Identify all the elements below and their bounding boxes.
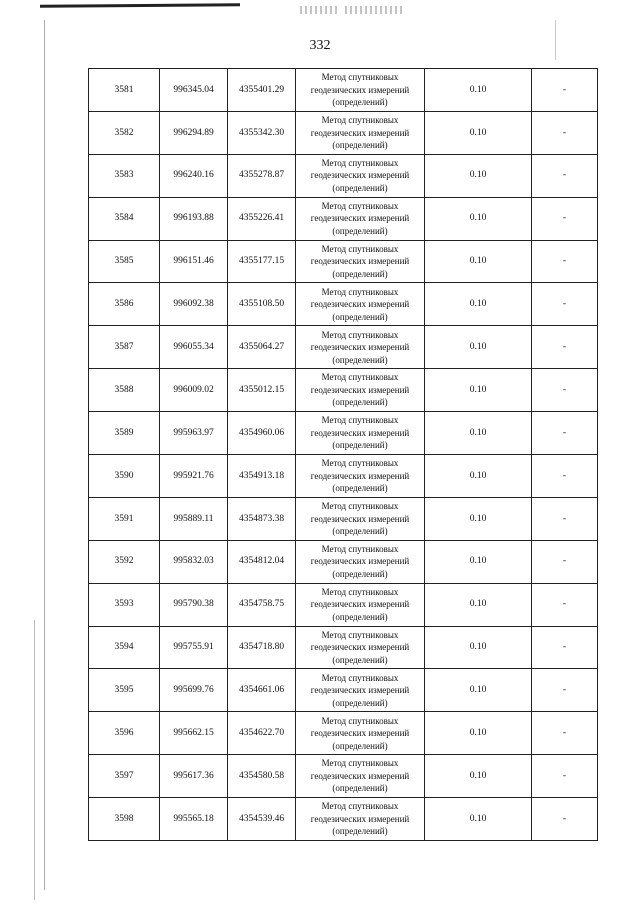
x-coordinate-cell: 996055.34 bbox=[160, 326, 228, 369]
point-number-cell: 3582 bbox=[89, 111, 160, 154]
coordinates-table-body bbox=[89, 69, 598, 841]
method-line: (определений) bbox=[332, 397, 388, 408]
method-cell bbox=[296, 669, 425, 712]
method-line: геодезических измерений bbox=[310, 84, 410, 95]
point-number-cell: 3592 bbox=[89, 540, 160, 583]
point-number-cell: 3588 bbox=[89, 369, 160, 412]
method-line: Метод спутниковых bbox=[321, 72, 399, 83]
table-row bbox=[89, 369, 598, 412]
point-number-cell: 3595 bbox=[89, 669, 160, 712]
point-number-cell: 3581 bbox=[89, 69, 160, 112]
x-coordinate-cell: 996240.16 bbox=[160, 154, 228, 197]
accuracy-cell: 0.10 bbox=[425, 712, 532, 755]
method-line: (определений) bbox=[332, 740, 388, 751]
table-row bbox=[89, 798, 598, 841]
note-cell: - bbox=[532, 154, 598, 197]
y-coordinate-cell: 4355012.15 bbox=[228, 369, 296, 412]
method-cell bbox=[296, 412, 425, 455]
y-coordinate-cell: 4354622.70 bbox=[228, 712, 296, 755]
accuracy-cell: 0.10 bbox=[425, 669, 532, 712]
accuracy-cell: 0.10 bbox=[425, 798, 532, 841]
point-number-cell: 3596 bbox=[89, 712, 160, 755]
y-coordinate-cell: 4355177.15 bbox=[228, 240, 296, 283]
accuracy-cell: 0.10 bbox=[425, 283, 532, 326]
table-row bbox=[89, 455, 598, 498]
method-line: Метод спутниковых bbox=[321, 501, 399, 512]
method-line: геодезических измерений bbox=[310, 342, 410, 353]
note-cell: - bbox=[532, 497, 598, 540]
scan-artifact-noise bbox=[345, 6, 405, 14]
method-cell bbox=[296, 626, 425, 669]
y-coordinate-cell: 4354873.38 bbox=[228, 497, 296, 540]
method-line: Метод спутниковых bbox=[321, 415, 399, 426]
method-line: геодезических измерений bbox=[310, 770, 410, 781]
accuracy-cell: 0.10 bbox=[425, 154, 532, 197]
note-cell: - bbox=[532, 412, 598, 455]
method-line: Метод спутниковых bbox=[321, 586, 399, 597]
method-cell bbox=[296, 154, 425, 197]
accuracy-cell: 0.10 bbox=[425, 540, 532, 583]
note-cell: - bbox=[532, 111, 598, 154]
accuracy-cell: 0.10 bbox=[425, 583, 532, 626]
table-row bbox=[89, 111, 598, 154]
scan-artifact-top-line bbox=[40, 3, 240, 7]
note-cell: - bbox=[532, 240, 598, 283]
table-row bbox=[89, 69, 598, 112]
table-row bbox=[89, 154, 598, 197]
method-line: Метод спутниковых bbox=[321, 458, 399, 469]
table-row bbox=[89, 412, 598, 455]
note-cell: - bbox=[532, 69, 598, 112]
method-line: (определений) bbox=[332, 611, 388, 622]
method-cell bbox=[296, 540, 425, 583]
method-line: (определений) bbox=[332, 311, 388, 322]
accuracy-cell: 0.10 bbox=[425, 111, 532, 154]
point-number-cell: 3587 bbox=[89, 326, 160, 369]
y-coordinate-cell: 4354661.06 bbox=[228, 669, 296, 712]
method-cell bbox=[296, 455, 425, 498]
method-line: Метод спутниковых bbox=[321, 157, 399, 168]
method-line: Метод спутниковых bbox=[321, 543, 399, 554]
method-cell bbox=[296, 755, 425, 798]
method-cell bbox=[296, 283, 425, 326]
method-line: геодезических измерений bbox=[310, 556, 410, 567]
table-row bbox=[89, 626, 598, 669]
method-cell bbox=[296, 712, 425, 755]
method-cell bbox=[296, 583, 425, 626]
x-coordinate-cell: 996151.46 bbox=[160, 240, 228, 283]
x-coordinate-cell: 996009.02 bbox=[160, 369, 228, 412]
method-line: геодезических измерений bbox=[310, 256, 410, 267]
point-number-cell: 3585 bbox=[89, 240, 160, 283]
point-number-cell: 3594 bbox=[89, 626, 160, 669]
method-line: Метод спутниковых bbox=[321, 286, 399, 297]
table-row bbox=[89, 583, 598, 626]
method-line: Метод спутниковых bbox=[321, 758, 399, 769]
method-line: Метод спутниковых bbox=[321, 801, 399, 812]
scan-artifact-noise bbox=[300, 6, 340, 14]
table-row bbox=[89, 755, 598, 798]
method-line: геодезических измерений bbox=[310, 813, 410, 824]
table-row bbox=[89, 712, 598, 755]
coordinates-table bbox=[88, 68, 598, 841]
method-line: Метод спутниковых bbox=[321, 200, 399, 211]
method-line: (определений) bbox=[332, 268, 388, 279]
x-coordinate-cell: 995565.18 bbox=[160, 798, 228, 841]
method-cell bbox=[296, 798, 425, 841]
accuracy-cell: 0.10 bbox=[425, 197, 532, 240]
x-coordinate-cell: 996294.89 bbox=[160, 111, 228, 154]
method-line: (определений) bbox=[332, 826, 388, 837]
point-number-cell: 3591 bbox=[89, 497, 160, 540]
method-line: (определений) bbox=[332, 354, 388, 365]
method-cell bbox=[296, 326, 425, 369]
note-cell: - bbox=[532, 283, 598, 326]
table-row bbox=[89, 540, 598, 583]
accuracy-cell: 0.10 bbox=[425, 369, 532, 412]
method-cell bbox=[296, 69, 425, 112]
scan-artifact-left-edge bbox=[34, 620, 35, 900]
point-number-cell: 3593 bbox=[89, 583, 160, 626]
method-line: Метод спутниковых bbox=[321, 672, 399, 683]
accuracy-cell: 0.10 bbox=[425, 497, 532, 540]
note-cell: - bbox=[532, 326, 598, 369]
method-line: геодезических измерений bbox=[310, 728, 410, 739]
table-row bbox=[89, 497, 598, 540]
x-coordinate-cell: 995790.38 bbox=[160, 583, 228, 626]
page-number: 332 bbox=[309, 38, 331, 53]
accuracy-cell: 0.10 bbox=[425, 69, 532, 112]
accuracy-cell: 0.10 bbox=[425, 326, 532, 369]
note-cell: - bbox=[532, 197, 598, 240]
method-line: геодезических измерений bbox=[310, 470, 410, 481]
method-line: (определений) bbox=[332, 568, 388, 579]
x-coordinate-cell: 995755.91 bbox=[160, 626, 228, 669]
x-coordinate-cell: 995889.11 bbox=[160, 497, 228, 540]
table-row bbox=[89, 197, 598, 240]
method-cell bbox=[296, 369, 425, 412]
table-row bbox=[89, 326, 598, 369]
point-number-cell: 3590 bbox=[89, 455, 160, 498]
y-coordinate-cell: 4354913.18 bbox=[228, 455, 296, 498]
method-line: (определений) bbox=[332, 440, 388, 451]
x-coordinate-cell: 995699.76 bbox=[160, 669, 228, 712]
y-coordinate-cell: 4355278.87 bbox=[228, 154, 296, 197]
y-coordinate-cell: 4354960.06 bbox=[228, 412, 296, 455]
x-coordinate-cell: 996193.88 bbox=[160, 197, 228, 240]
note-cell: - bbox=[532, 712, 598, 755]
y-coordinate-cell: 4354539.46 bbox=[228, 798, 296, 841]
method-line: (определений) bbox=[332, 182, 388, 193]
method-line: геодезических измерений bbox=[310, 127, 410, 138]
x-coordinate-cell: 995921.76 bbox=[160, 455, 228, 498]
note-cell: - bbox=[532, 455, 598, 498]
table-row bbox=[89, 669, 598, 712]
method-line: Метод спутниковых bbox=[321, 243, 399, 254]
method-line: (определений) bbox=[332, 97, 388, 108]
method-line: геодезических измерений bbox=[310, 513, 410, 524]
method-line: Метод спутниковых bbox=[321, 715, 399, 726]
table-row bbox=[89, 240, 598, 283]
x-coordinate-cell: 995963.97 bbox=[160, 412, 228, 455]
x-coordinate-cell: 995832.03 bbox=[160, 540, 228, 583]
accuracy-cell: 0.10 bbox=[425, 755, 532, 798]
point-number-cell: 3597 bbox=[89, 755, 160, 798]
method-line: геодезических измерений bbox=[310, 384, 410, 395]
note-cell: - bbox=[532, 669, 598, 712]
note-cell: - bbox=[532, 798, 598, 841]
method-cell bbox=[296, 240, 425, 283]
accuracy-cell: 0.10 bbox=[425, 626, 532, 669]
x-coordinate-cell: 995617.36 bbox=[160, 755, 228, 798]
y-coordinate-cell: 4355108.50 bbox=[228, 283, 296, 326]
method-line: геодезических измерений bbox=[310, 685, 410, 696]
note-cell: - bbox=[532, 626, 598, 669]
method-line: (определений) bbox=[332, 483, 388, 494]
note-cell: - bbox=[532, 755, 598, 798]
method-line: (определений) bbox=[332, 526, 388, 537]
method-line: геодезических измерений bbox=[310, 427, 410, 438]
accuracy-cell: 0.10 bbox=[425, 455, 532, 498]
method-line: Метод спутниковых bbox=[321, 372, 399, 383]
method-line: (определений) bbox=[332, 140, 388, 151]
point-number-cell: 3598 bbox=[89, 798, 160, 841]
point-number-cell: 3586 bbox=[89, 283, 160, 326]
x-coordinate-cell: 995662.15 bbox=[160, 712, 228, 755]
y-coordinate-cell: 4354718.80 bbox=[228, 626, 296, 669]
method-line: геодезических измерений bbox=[310, 642, 410, 653]
note-cell: - bbox=[532, 583, 598, 626]
method-line: геодезических измерений bbox=[310, 599, 410, 610]
method-line: (определений) bbox=[332, 654, 388, 665]
y-coordinate-cell: 4354580.58 bbox=[228, 755, 296, 798]
y-coordinate-cell: 4354812.04 bbox=[228, 540, 296, 583]
method-line: Метод спутниковых bbox=[321, 115, 399, 126]
note-cell: - bbox=[532, 369, 598, 412]
method-line: геодезических измерений bbox=[310, 299, 410, 310]
method-cell bbox=[296, 111, 425, 154]
note-cell: - bbox=[532, 540, 598, 583]
y-coordinate-cell: 4354758.75 bbox=[228, 583, 296, 626]
point-number-cell: 3589 bbox=[89, 412, 160, 455]
method-line: Метод спутниковых bbox=[321, 629, 399, 640]
method-line: (определений) bbox=[332, 225, 388, 236]
y-coordinate-cell: 4355401.29 bbox=[228, 69, 296, 112]
y-coordinate-cell: 4355342.30 bbox=[228, 111, 296, 154]
x-coordinate-cell: 996345.04 bbox=[160, 69, 228, 112]
accuracy-cell: 0.10 bbox=[425, 240, 532, 283]
method-line: геодезических измерений bbox=[310, 170, 410, 181]
table-row bbox=[89, 283, 598, 326]
method-line: Метод спутниковых bbox=[321, 329, 399, 340]
point-number-cell: 3583 bbox=[89, 154, 160, 197]
method-line: (определений) bbox=[332, 697, 388, 708]
scan-artifact-left-margin bbox=[44, 20, 45, 890]
point-number-cell: 3584 bbox=[89, 197, 160, 240]
method-cell bbox=[296, 497, 425, 540]
x-coordinate-cell: 996092.38 bbox=[160, 283, 228, 326]
y-coordinate-cell: 4355226.41 bbox=[228, 197, 296, 240]
method-cell bbox=[296, 197, 425, 240]
method-line: (определений) bbox=[332, 783, 388, 794]
method-line: геодезических измерений bbox=[310, 213, 410, 224]
y-coordinate-cell: 4355064.27 bbox=[228, 326, 296, 369]
accuracy-cell: 0.10 bbox=[425, 412, 532, 455]
